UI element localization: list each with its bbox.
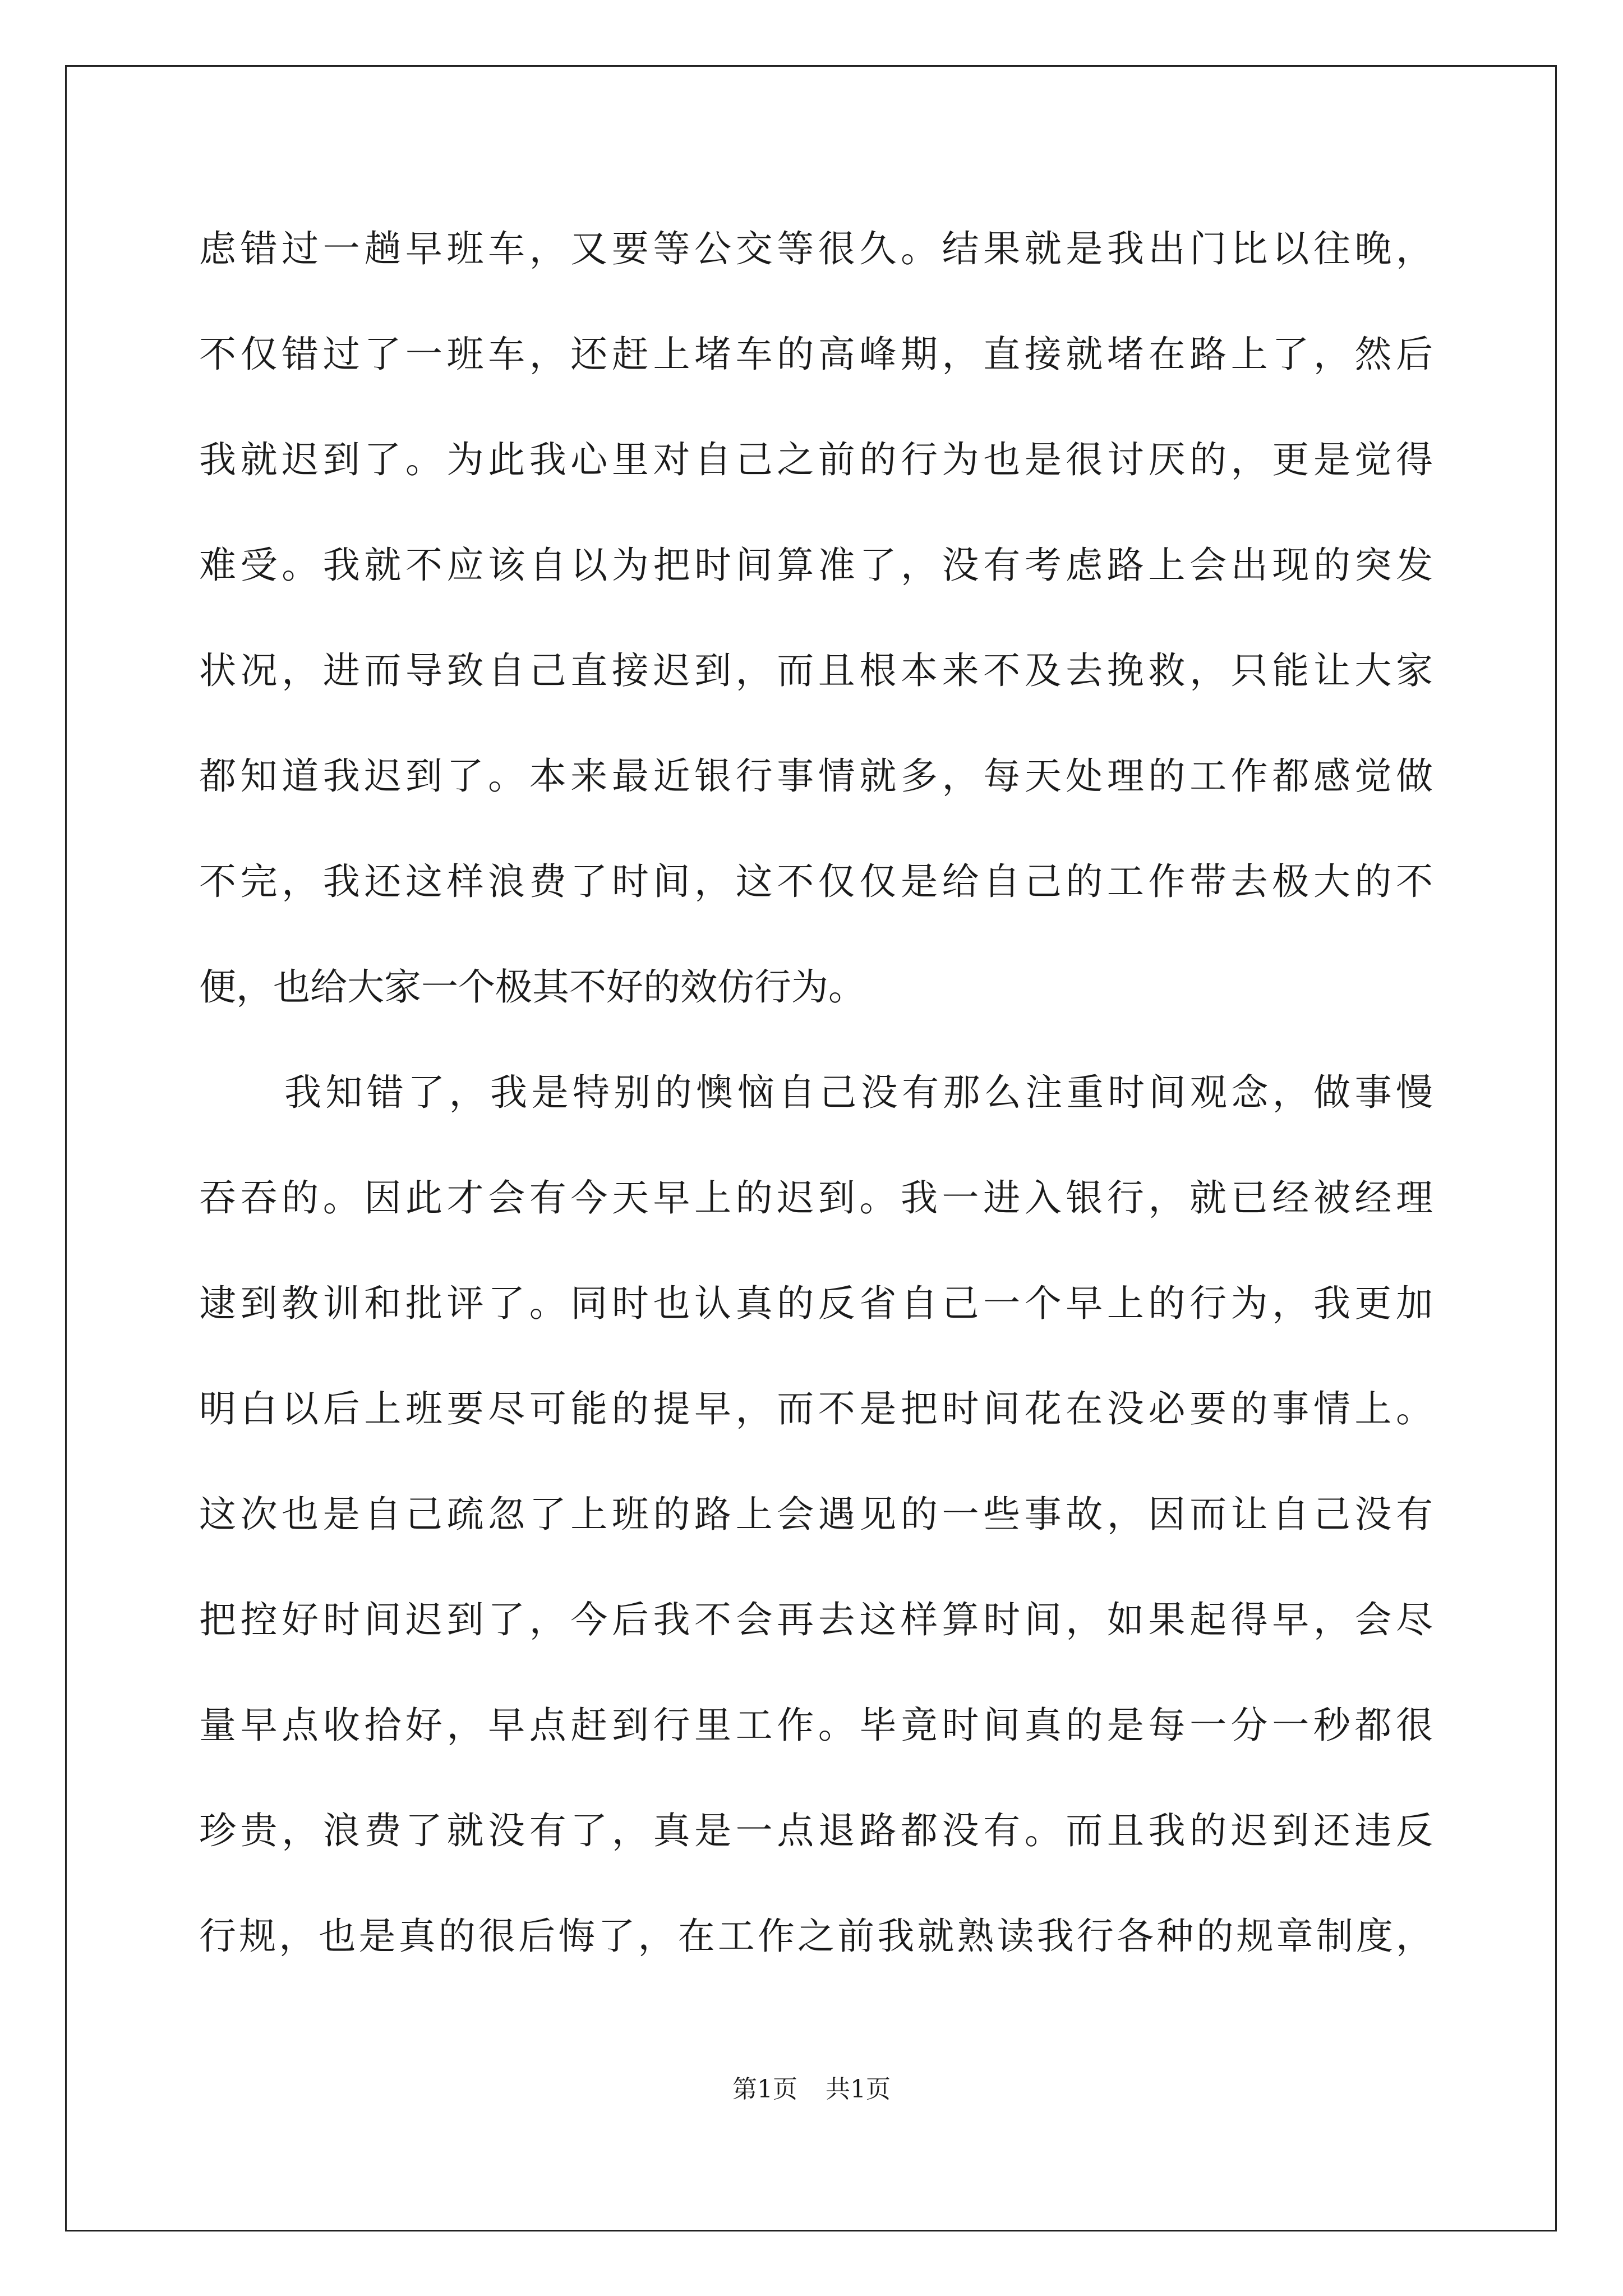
page-number: 第1页: [732, 2075, 797, 2104]
text-line: 我知错了，我是特别的懊恼自己没有那么注重时间观念，做事慢: [284, 1071, 1433, 1114]
text-line: 珍贵，浪费了就没有了，真是一点退路都没有。而且我的迟到还违反: [199, 1809, 1433, 1852]
paragraph-1: [199, 196, 1433, 1040]
text-line: 这次也是自己疏忽了上班的路上会遇见的一些事故，因而让自己没有: [199, 1493, 1433, 1536]
text-line: 吞吞的。因此才会有今天早上的迟到。我一进入银行，就已经被经理: [199, 1176, 1433, 1220]
text-line: 逮到教训和批评了。同时也认真的反省自己一个早上的行为，我更加: [199, 1282, 1433, 1325]
text-line: 明白以后上班要尽可能的提早，而不是把时间花在没必要的事情上。: [199, 1387, 1433, 1430]
text-line: 都知道我迟到了。本来最近银行事情就多，每天处理的工作都感觉做: [199, 754, 1433, 798]
text-line: 把控好时间迟到了，今后我不会再去这样算时间，如果起得早，会尽: [199, 1598, 1433, 1641]
paragraph-2: [199, 1040, 1433, 1989]
document-body: [199, 196, 1433, 1989]
text-line: 量早点收拾好，早点赶到行里工作。毕竟时间真的是每一分一秒都很: [199, 1704, 1433, 1747]
text-line: 虑错过一趟早班车，又要等公交等很久。结果就是我出门比以往晚，: [199, 227, 1433, 270]
page-footer: [0, 2073, 1623, 2106]
text-line: 难受。我就不应该自以为把时间算准了，没有考虑路上会出现的突发: [199, 544, 1433, 587]
text-line: 不仅错过了一班车，还赶上堵车的高峰期，直接就堵在路上了，然后: [199, 333, 1433, 376]
text-line: 不完，我还这样浪费了时间，这不仅仅是给自己的工作带去极大的不: [199, 860, 1433, 903]
text-line: 行规，也是真的很后悔了，在工作之前我就熟读我行各种的规章制度，: [199, 1915, 1433, 1958]
text-line: 便，也给大家一个极其不好的效仿行为。: [199, 965, 865, 1009]
text-line: 我就迟到了。为此我心里对自己之前的行为也是很讨厌的，更是觉得: [199, 438, 1433, 481]
page-total: 共1页: [826, 2075, 891, 2104]
text-line: 状况，进而导致自己直接迟到，而且根本来不及去挽救，只能让大家: [199, 649, 1433, 692]
